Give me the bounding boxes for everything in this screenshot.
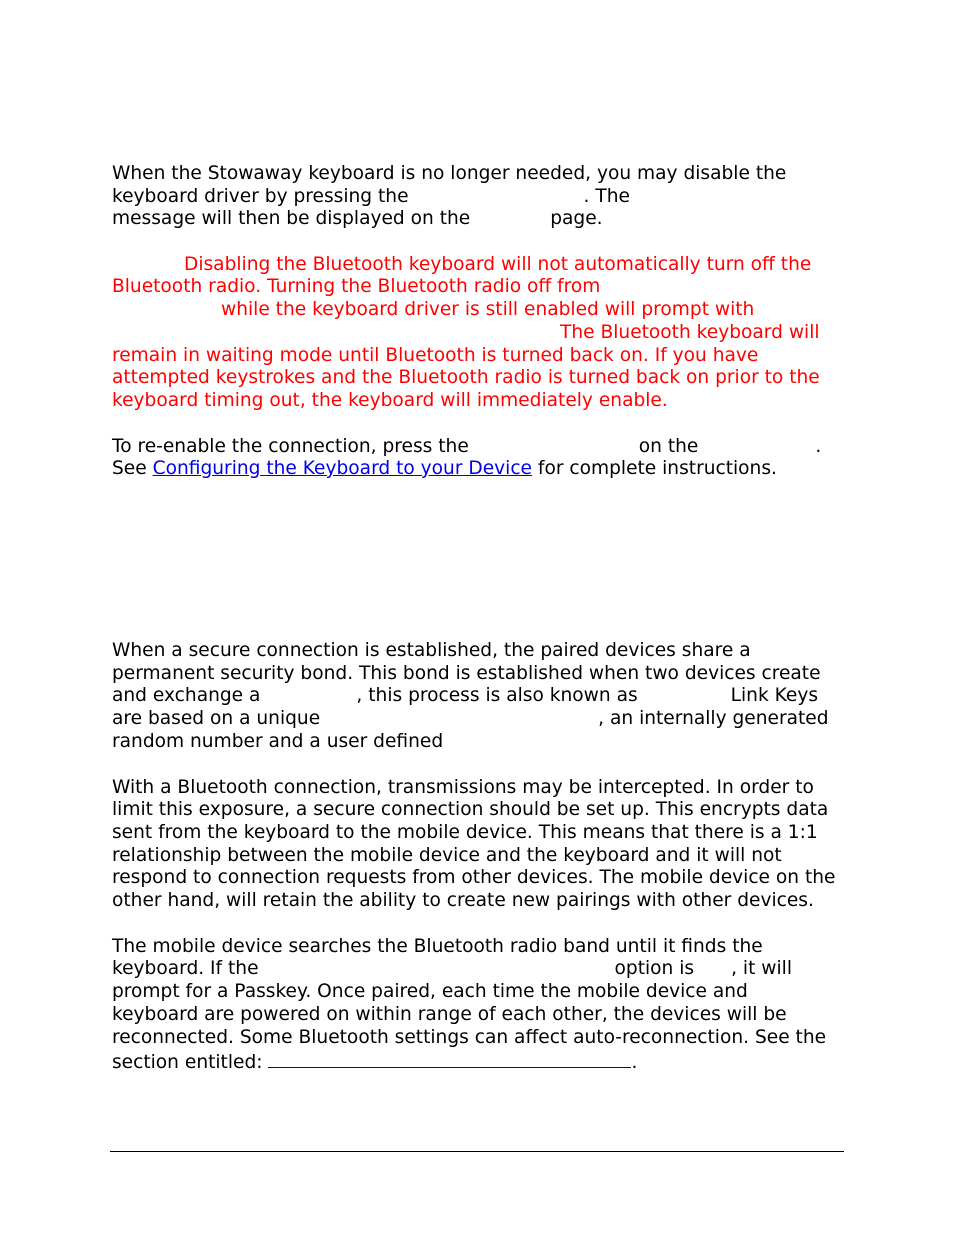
intercept-line-4: relationship between the mobile device and the keyboard and it will not [112,845,782,866]
disable-text: page. [550,208,603,229]
search-text: , it will [731,958,792,979]
secure-text: are based on a unique [112,708,321,729]
secure-line-3 [112,685,818,708]
secure-text: and exchange a [112,685,261,706]
intercept-line-2: limit this exposure, a secure connection should be set up. This encrypts data [112,799,829,820]
reenable-text: for complete instructions. [537,458,777,479]
disable-line-1: When the Stowaway keyboard is no longer needed, you may disable the [112,163,787,184]
reenable-text: . [815,436,822,457]
note-line-6: attempted keystrokes and the Bluetooth radio is turned back on prior to the [112,367,820,388]
search-line-1: The mobile device searches the Bluetooth radio band until it finds the [112,936,763,957]
intercept-line-6: other hand, will retain the ability to create new pairings with other devices. [112,890,814,911]
intercept-line-5: respond to connection requests from other devices. The mobile device on the [112,867,836,888]
search-text: keyboard. If the [112,958,259,979]
reenable-line-2 [112,458,777,481]
reenable-text: on the [638,436,699,457]
secure-line-4 [112,708,829,731]
search-line-6 [112,1049,637,1075]
disable-text: message will then be displayed on the [112,208,471,229]
footer-divider [110,1151,844,1152]
secure-text: , this process is also known as [356,685,638,706]
disable-text: . The [583,186,630,207]
search-text: option is [614,958,695,979]
note-line-7: keyboard timing out, the keyboard will immediately enable. [112,390,668,411]
search-text: . [631,1052,638,1073]
note-line-5: remain in waiting mode until Bluetooth is turned back on. If you have [112,345,759,366]
disable-line-3 [112,208,603,231]
reenable-line-1 [112,436,821,459]
reenable-text: To re-enable the connection, press the [112,436,469,457]
note-line-1: Disabling the Bluetooth keyboard will not automatically turn off the [184,254,812,275]
secure-text: Link Keys [730,685,819,706]
configuring-keyboard-link[interactable]: Configuring the Keyboard to your Device [152,458,532,479]
secure-line-2: permanent security bond. This bond is established when two devices create [112,663,821,684]
note-line-4: The Bluetooth keyboard will [560,322,820,343]
intercept-line-1: With a Bluetooth connection, transmissions may be intercepted. In order to [112,777,814,798]
secure-line-1: When a secure connection is established, the paired devices share a [112,640,751,661]
search-line-3: prompt for a Passkey. Once paired, each time the mobile device and [112,981,748,1002]
reenable-text: See [112,458,147,479]
intercept-line-3: sent from the keyboard to the mobile device. This means that there is a 1:1 [112,822,818,843]
section-reference-link[interactable] [268,1049,631,1068]
disable-line-2 [112,186,630,209]
search-text: section entitled: [112,1052,263,1073]
search-line-4: keyboard are powered on within range of each other, the devices will be [112,1004,787,1025]
note-line-3: while the keyboard driver is still enabled will prompt with [221,299,755,320]
disable-text: keyboard driver by pressing the [112,186,409,207]
search-line-2 [112,958,792,981]
secure-line-5: random number and a user defined [112,731,444,752]
search-line-5: reconnected. Some Bluetooth settings can affect auto-reconnection. See the [112,1027,827,1048]
secure-text: , an internally generated [598,708,829,729]
note-line-2: Bluetooth radio. Turning the Bluetooth radio off from [112,276,601,297]
